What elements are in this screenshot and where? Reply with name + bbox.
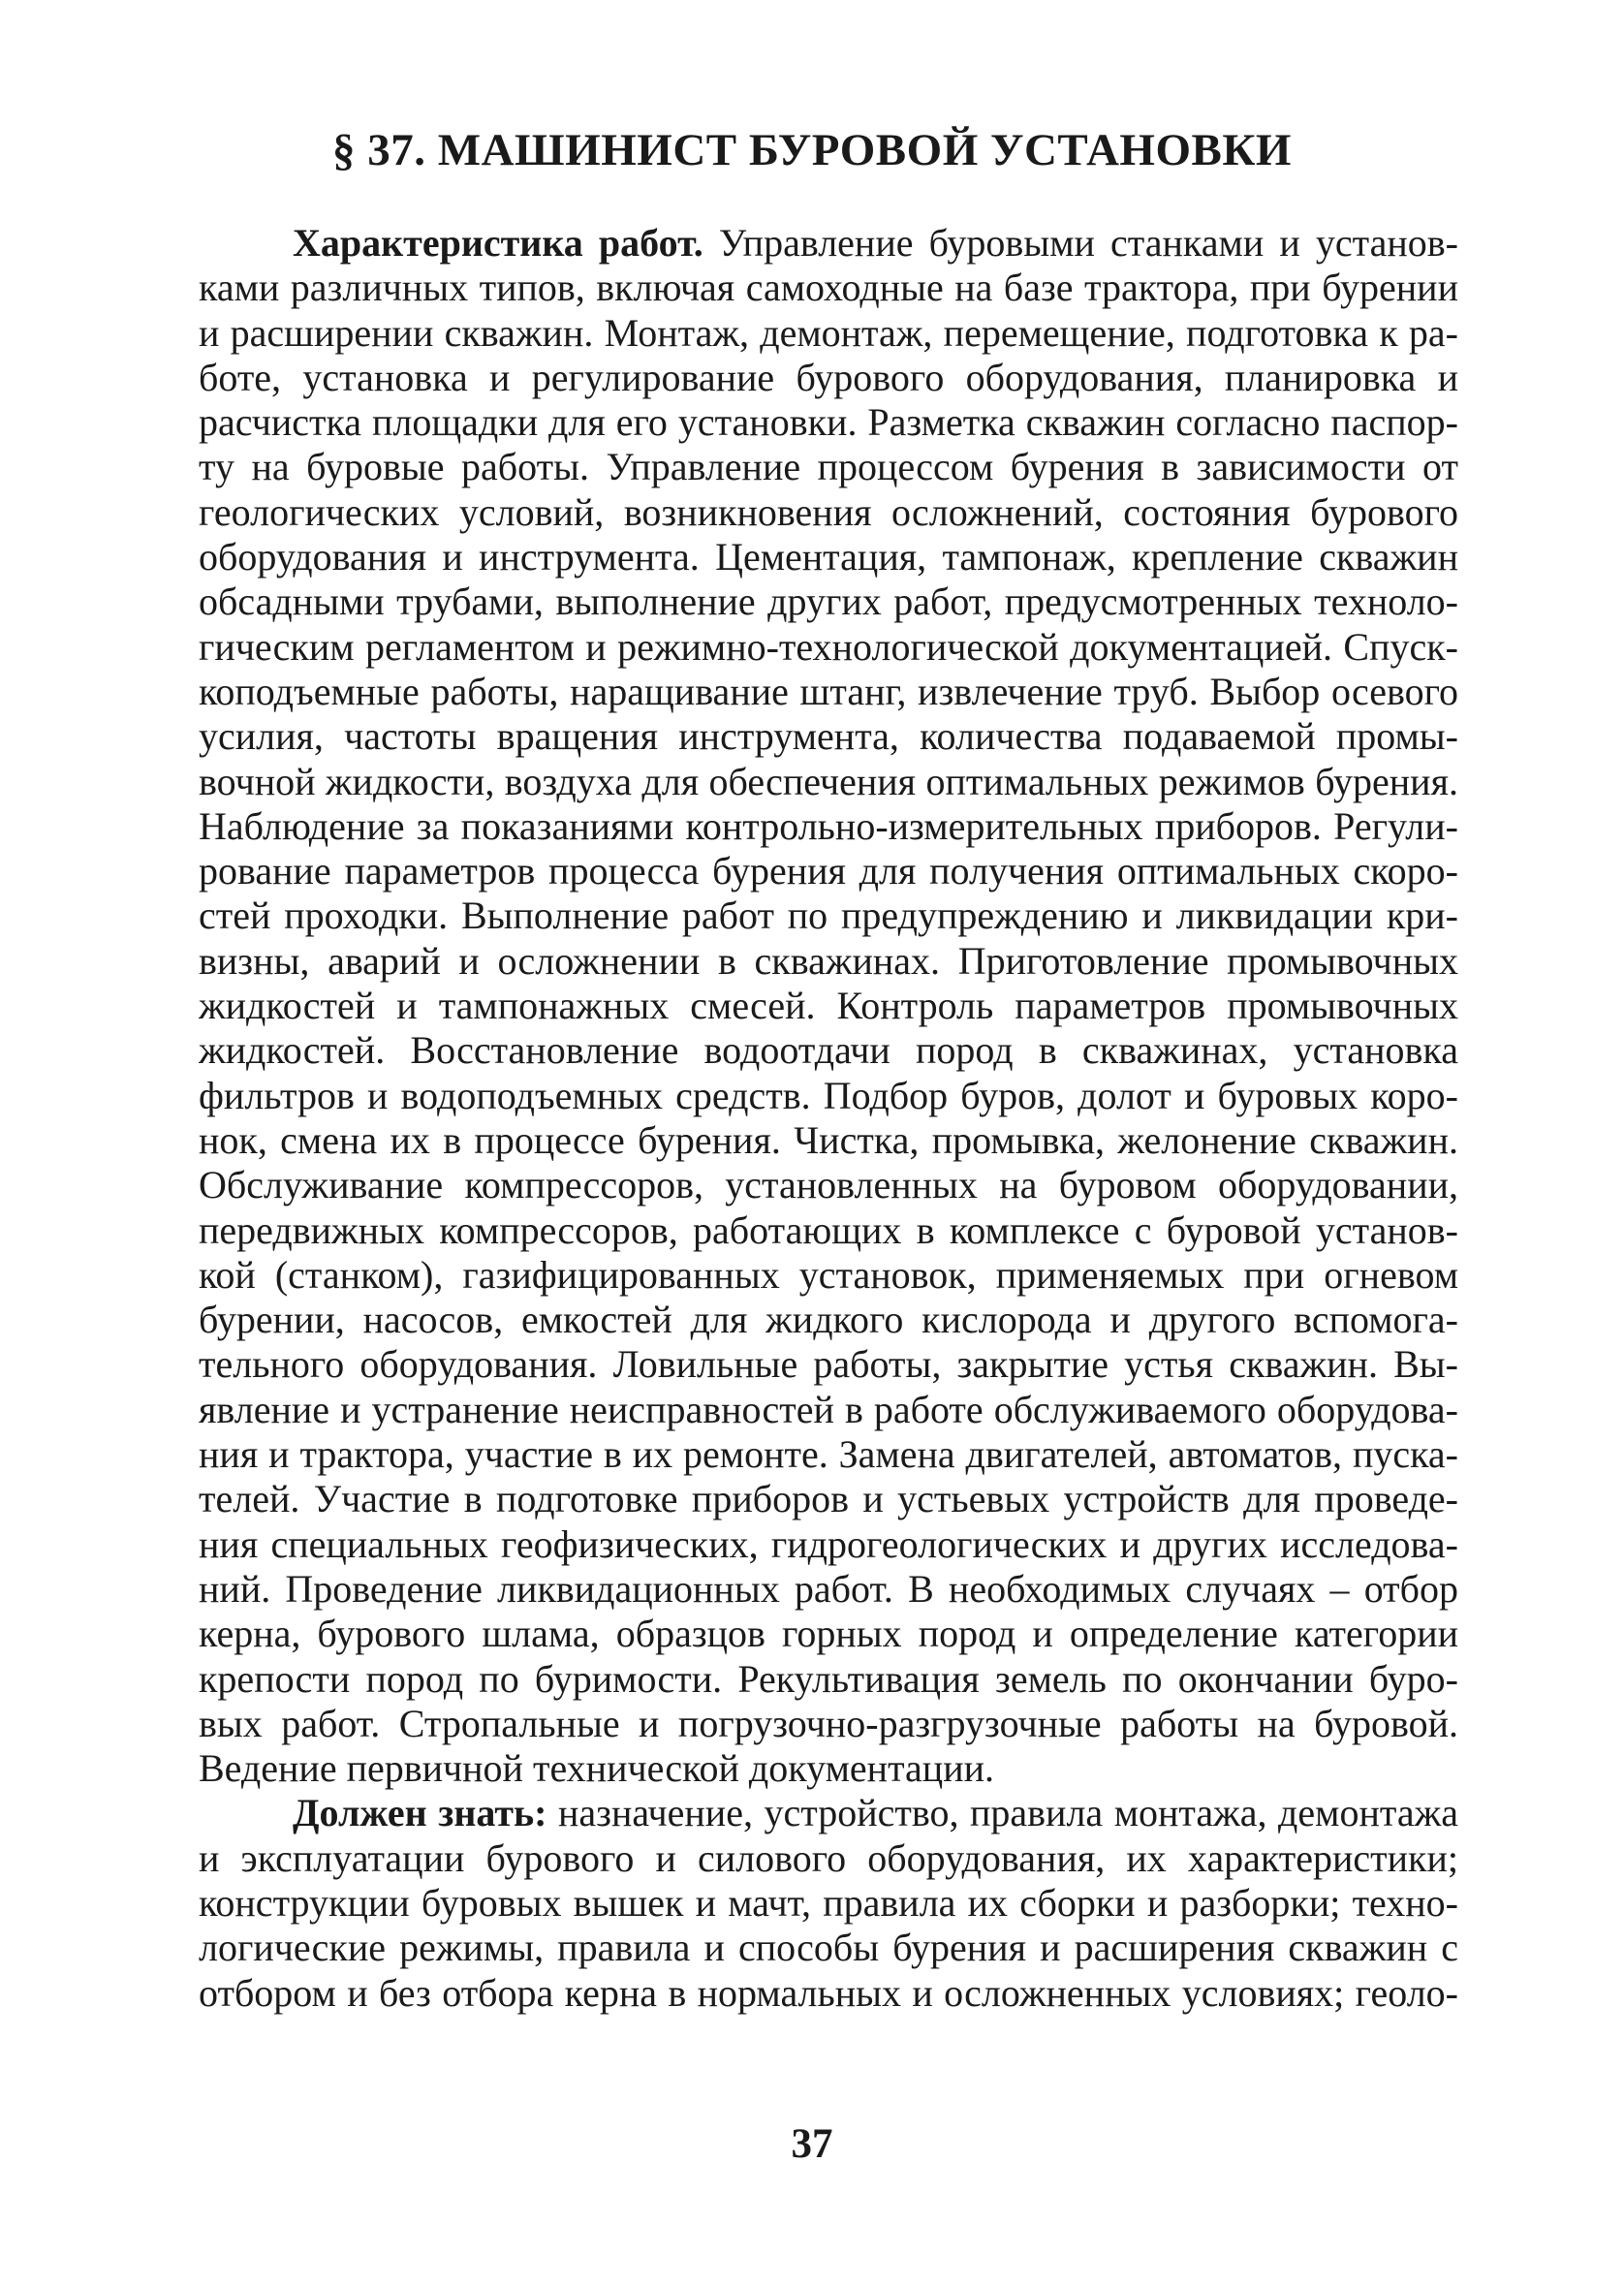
paragraph-lead: Должен знать: <box>293 1791 547 1835</box>
text-line: и расширении скважин. Монтаж, демонтаж, перемещение, подготовка к ра- <box>199 310 1458 355</box>
text-line: расчистка площадки для его установки. Разметка скважин согласно паспор- <box>199 400 1458 445</box>
text-line: вочной жидкости, воздуха для обеспечения оптимальных режимов бурения. <box>199 759 1458 803</box>
text-line: обсадными трубами, выполнение других работ, предусмотренных техноло- <box>199 580 1458 624</box>
text-line: логические режимы, правила и способы бурения и расширения скважин с <box>199 1926 1458 1970</box>
text-line: оборудования и инструмента. Цементация, тампонаж, крепление скважин <box>199 535 1458 580</box>
paragraph-required-knowledge <box>199 1791 1458 2015</box>
text-line: бурении, насосов, емкостей для жидкого кислорода и другого вспомога- <box>199 1298 1458 1342</box>
text-line: конструкции буровых вышек и мачт, правила их сборки и разборки; техно- <box>199 1880 1458 1925</box>
text-line: кой (станком), газифицированных установок, применяемых при огневом <box>199 1252 1458 1297</box>
section-title: § 37. МАШИНИСТ БУРОВОЙ УСТАНОВКИ <box>332 125 1292 175</box>
text-line <box>199 1791 1458 1835</box>
text-line-content: назначение, устройство, правила монтажа, демонтажа <box>547 1791 1458 1835</box>
text-line: стей проходки. Выполнение работ по предупреждению и ликвидации кри- <box>199 893 1458 938</box>
text-line: передвижных компрессоров, работающих в комплексе с буровой установ- <box>199 1207 1458 1252</box>
text-line: тельного оборудования. Ловильные работы, закрытие устья скважин. Вы- <box>199 1342 1458 1387</box>
text-line: телей. Участие в подготовке приборов и устьевых устройств для проведе- <box>199 1477 1458 1521</box>
text-line: Наблюдение за показаниями контрольно-измерительных приборов. Регули- <box>199 803 1458 848</box>
text-line: отбором и без отбора керна в нормальных и осложненных условиях; геоло- <box>199 1970 1458 2015</box>
text-line: фильтров и водоподъемных средств. Подбор буров, долот и буровых коро- <box>199 1073 1458 1117</box>
text-line: рование параметров процесса бурения для получения оптимальных скоро- <box>199 849 1458 893</box>
text-line: боте, установка и регулирование бурового оборудования, планировка и <box>199 355 1458 399</box>
text-line: жидкостей. Восстановление водоотдачи пород в скважинах, установка <box>199 1028 1458 1073</box>
text-line-content: Управление буровыми станками и установ- <box>703 221 1458 265</box>
text-line: ту на буровые работы. Управление процессом бурения в зависимости от <box>199 445 1458 489</box>
body-text <box>199 221 1458 2016</box>
paragraph-lead: Характеристика работ. <box>293 221 703 265</box>
page-number: 37 <box>791 2121 833 2167</box>
text-line: визны, аварий и осложнении в скважинах. Приготовление промывочных <box>199 938 1458 983</box>
text-line <box>199 221 1458 266</box>
text-line: ния и трактора, участие в их ремонте. Замена двигателей, автоматов, пуска- <box>199 1432 1458 1477</box>
text-line: жидкостей и тампонажных смесей. Контроль параметров промывочных <box>199 984 1458 1028</box>
text-line: ний. Проведение ликвидационных работ. В необходимых случаях – отбор <box>199 1566 1458 1611</box>
text-line: керна, бурового шлама, образцов горных пород и определение категории <box>199 1612 1458 1656</box>
text-line: коподъемные работы, наращивание штанг, извлечение труб. Выбор осевого <box>199 669 1458 713</box>
text-line: Ведение первичной технической документации. <box>199 1746 995 1791</box>
text-line: нок, смена их в процессе бурения. Чистка, промывка, желонение скважин. <box>199 1117 1458 1162</box>
text-line: и эксплуатации бурового и силового оборудования, их характеристики; <box>199 1835 1458 1880</box>
paragraph-job-description <box>199 221 1458 1791</box>
text-line: гическим регламентом и режимно-технологической документацией. Спуск- <box>199 624 1458 669</box>
text-line: явление и устранение неисправностей в работе обслуживаемого оборудова- <box>199 1387 1458 1431</box>
text-line: ками различных типов, включая самоходные на базе трактора, при бурении <box>199 266 1458 310</box>
text-line: Обслуживание компрессоров, установленных на буровом оборудовании, <box>199 1163 1458 1207</box>
text-line: усилия, частоты вращения инструмента, количества подаваемой промы- <box>199 714 1458 759</box>
text-line: геологических условий, возникновения осложнений, состояния бурового <box>199 489 1458 534</box>
text-line: ния специальных геофизических, гидрогеологических и других исследова- <box>199 1521 1458 1566</box>
text-line: вых работ. Стропальные и погрузочно-разгрузочные работы на буровой. <box>199 1701 1458 1745</box>
text-line: крепости пород по буримости. Рекультивация земель по окончании буро- <box>199 1656 1458 1701</box>
